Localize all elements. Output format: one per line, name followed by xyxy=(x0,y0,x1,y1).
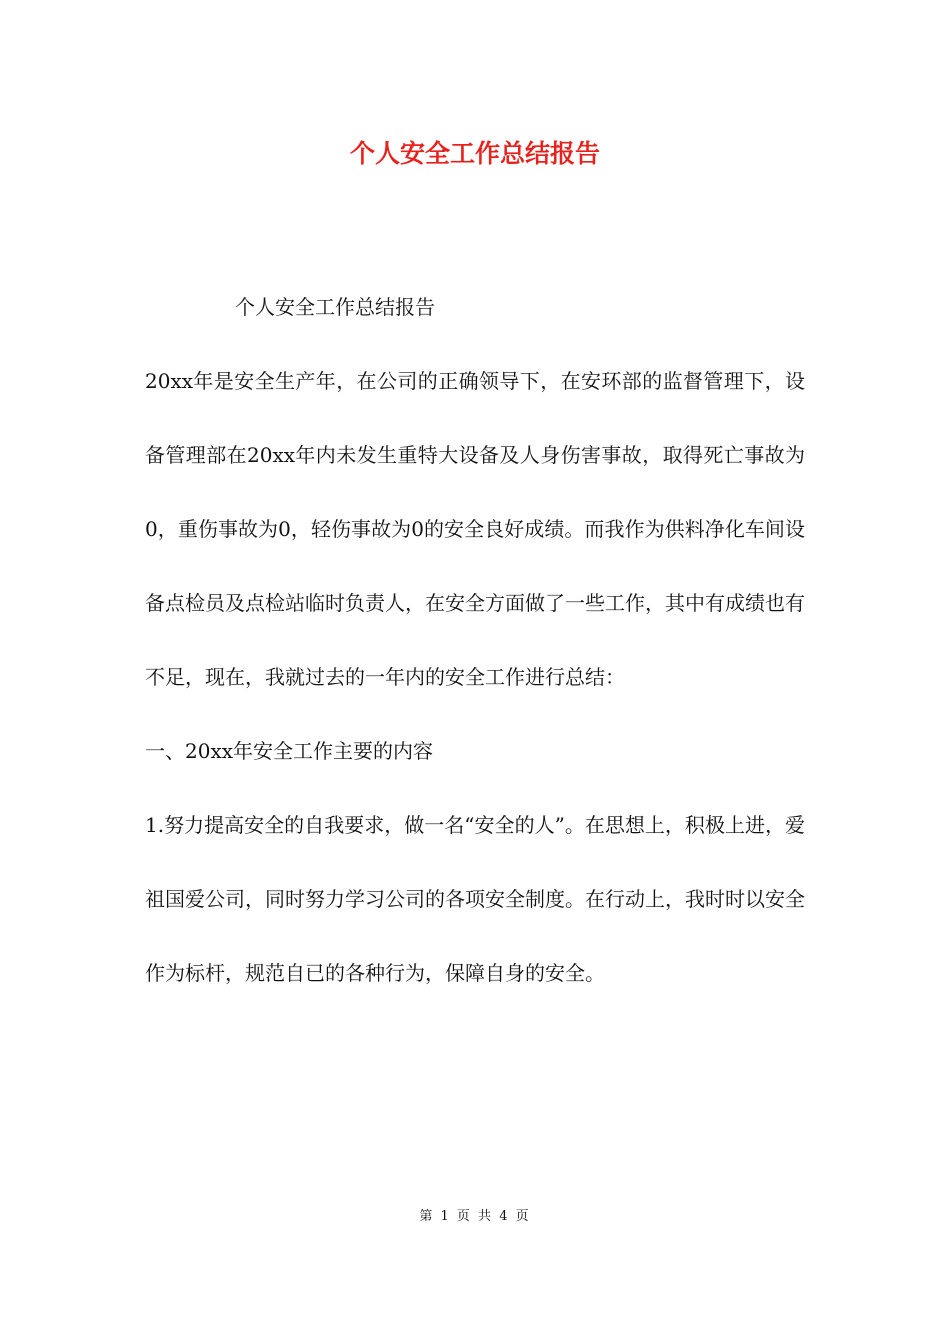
document-body xyxy=(145,270,805,1010)
page-footer xyxy=(0,1207,950,1227)
total-pages-number: 4 xyxy=(499,1209,510,1224)
paragraph-item-1: 1.努力提高安全的自我要求，做一名“安全的人”。在思想上，积极上进，爱祖国爱公司，同时努力学习公司的各项安全制度。在行动上，我时时以安全作为标杆，规范自已的各种行为，保障自身的安全。 xyxy=(145,813,805,985)
current-page-number: 1 xyxy=(440,1209,451,1224)
page-label-prefix: 第 xyxy=(419,1209,435,1224)
page-label-mid: 页 共 xyxy=(456,1209,494,1224)
document-subtitle: 个人安全工作总结报告 xyxy=(235,295,435,319)
section-heading-1: 一、20xx年安全工作主要的内容 xyxy=(145,739,434,763)
document-title: 个人安全工作总结报告 xyxy=(349,139,600,168)
page-label-suffix: 页 xyxy=(515,1209,531,1224)
paragraph-intro: 20xx年是安全生产年，在公司的正确领导下，在安环部的监督管理下，设备管理部在20xx年内未发生重特大设备及人身伤害事故，取得死亡事故为0，重伤事故为0，轻伤事故为0的安全良好成绩。而我作为供料净化车间设备点检员及点检站临时负责人，在安全方面做了一些工作，其中有成绩也有不足，现在，我就过去的一年内的安全工作进行总结： xyxy=(145,369,805,689)
